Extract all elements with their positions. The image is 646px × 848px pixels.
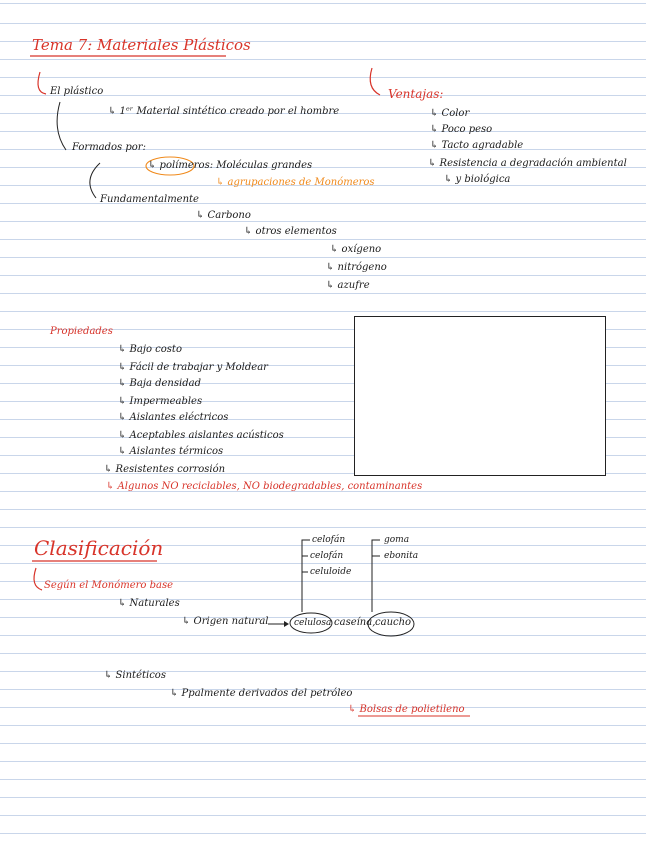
ventaja-item: ↳ Poco peso: [430, 124, 493, 135]
naturales-text: ↳ Naturales: [118, 598, 180, 609]
bolsas-text: ↳ Bolsas de polietileno: [348, 704, 465, 715]
formados-label: Formados por:: [72, 142, 146, 153]
ventaja-item: ↳ Color: [430, 108, 470, 119]
carbono-text: ↳ Carbono: [196, 210, 251, 221]
ventaja-item: ↳ y biológica: [444, 174, 511, 185]
celuloide-text: celuloide: [310, 567, 352, 577]
plastico-arrow: [38, 72, 46, 94]
caucho-text: caucho: [375, 617, 412, 628]
propiedad-item: ↳ Resistentes corrosión: [104, 464, 226, 475]
petroleo-text: ↳ Ppalmente derivados del petróleo: [170, 688, 353, 699]
azufre-text: ↳ azufre: [326, 280, 370, 291]
propiedad-item: ↳ Bajo costo: [118, 344, 182, 355]
propiedad-negative: ↳ Algunos NO reciclables, NO biodegradables, contaminantes: [106, 481, 423, 492]
ventajas-arrow: [370, 68, 380, 95]
celulosa-text: celulosa: [294, 618, 332, 628]
fundamentalmente-label: Fundamentalmente: [100, 194, 199, 205]
fundamental-arrow: [90, 163, 100, 198]
segun-arrow: [34, 568, 42, 590]
page-title: Tema 7: Materiales Plásticos: [32, 36, 251, 54]
ventajas-heading: Ventajas:: [388, 87, 444, 101]
propiedad-item: ↳ Baja densidad: [118, 378, 201, 389]
plastico-label: El plástico: [50, 86, 104, 97]
propiedades-heading: Propiedades: [50, 326, 113, 337]
ventaja-item: ↳ Tacto agradable: [430, 140, 524, 151]
propiedad-item: ↳ Aceptables aislantes acústicos: [118, 430, 284, 441]
celofan-text: celofán: [312, 535, 346, 545]
otros-elementos-text: ↳ otros elementos: [244, 226, 337, 237]
polimeros-text: ↳ polímeros: Moléculas grandes: [148, 160, 313, 171]
oxigeno-text: ↳ oxígeno: [330, 244, 382, 255]
ebonita-text: ebonita: [384, 551, 419, 561]
sketch-box: [354, 316, 606, 476]
caseina-text: caseína,: [334, 617, 376, 628]
propiedad-item: ↳ Fácil de trabajar y Moldear: [118, 362, 268, 373]
origen-text: ↳ Origen natural: [182, 616, 269, 627]
goma-text: goma: [384, 535, 410, 545]
nitrogeno-text: ↳ nitrógeno: [326, 262, 387, 273]
ventaja-item: ↳ Resistencia a degradación ambiental: [428, 158, 627, 169]
clasificacion-heading: Clasificación: [34, 536, 164, 560]
propiedad-item: ↳ Aislantes térmicos: [118, 446, 224, 457]
formados-arrow: [57, 102, 66, 150]
celofan-text: celofán: [310, 551, 344, 561]
agrupaciones-text: ↳ agrupaciones de Monómeros: [216, 177, 375, 188]
propiedad-item: ↳ Impermeables: [118, 396, 203, 407]
propiedad-item: ↳ Aislantes eléctricos: [118, 412, 229, 423]
sinteticos-text: ↳ Sintéticos: [104, 670, 166, 681]
segun-text: Según el Monómero base: [44, 580, 174, 591]
definicion-text: ↳ 1ᵉʳ Material sintético creado por el hombre: [108, 106, 340, 117]
